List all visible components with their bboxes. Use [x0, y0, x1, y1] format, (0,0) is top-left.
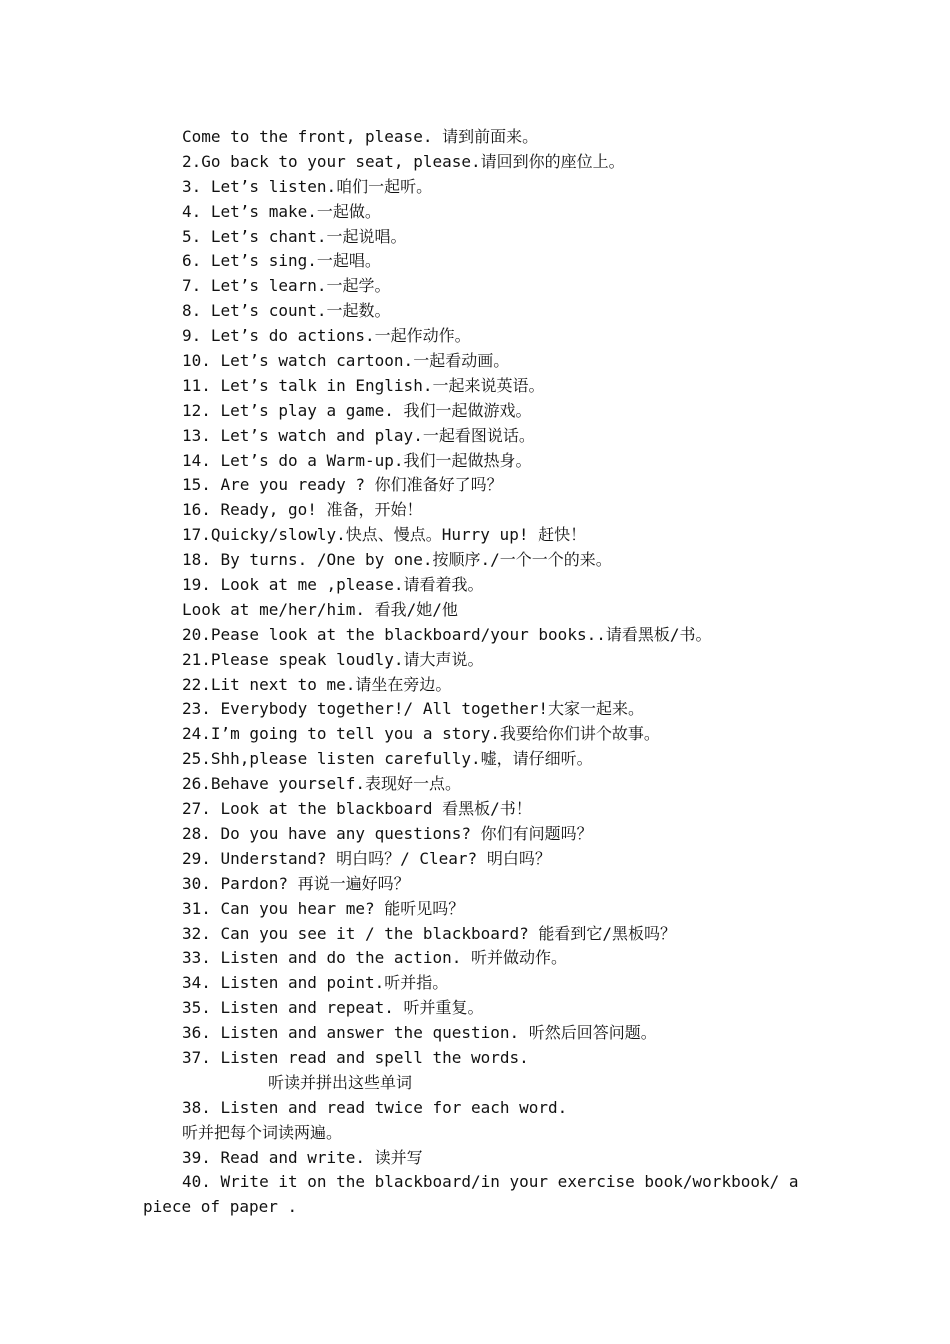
text-line: 5. Let’s chant.一起说唱。	[182, 226, 407, 246]
text-line: 9. Let’s do actions.一起作动作。	[182, 326, 471, 346]
text-line: 24.I’m going to tell you a story.我要给你们讲个故事。	[182, 724, 660, 744]
text-line: 10. Let’s watch cartoon.一起看动画。	[182, 351, 510, 371]
text-line: 20.Pease look at the blackboard/your books..请看黑板/书。	[182, 624, 712, 644]
text-line: 听并把每个词读两遍。	[182, 1122, 343, 1142]
text-line: 8. Let’s count.一起数。	[182, 301, 391, 321]
text-line: 12. Let’s play a game. 我们一起做游戏。	[182, 400, 532, 420]
text-line: Come to the front, please. 请到前面来。	[182, 127, 539, 146]
text-line: piece of paper .	[143, 1197, 298, 1217]
text-line: 29. Understand? 明白吗？/ Clear? 明白吗？	[182, 848, 551, 868]
text-line: Look at me/her/him. 看我/她/他	[182, 599, 458, 619]
text-line: 37. Listen read and spell the words.	[182, 1047, 529, 1067]
text-line: 28. Do you have any questions? 你们有问题吗？	[182, 823, 593, 843]
text-line: 27. Look at the blackboard 看黑板/书！	[182, 799, 532, 819]
text-line: 3. Let’s listen.咱们一起听。	[182, 176, 433, 196]
text-line: 13. Let’s watch and play.一起看图说话。	[182, 425, 535, 445]
text-line: 19. Look at me ,please.请看着我。	[182, 575, 484, 595]
text-line: 30. Pardon? 再说一遍好吗？	[182, 873, 410, 893]
text-line: 35. Listen and repeat. 听并重复。	[182, 998, 484, 1018]
text-line: 38. Listen and read twice for each word.	[182, 1097, 568, 1117]
text-line: 11. Let’s talk in English.一起来说英语。	[182, 375, 545, 395]
text-line: 40. Write it on the blackboard/in your exercise book/workbook/ a	[182, 1172, 799, 1192]
text-line: 36. Listen and answer the question. 听然后回答问题。	[182, 1023, 657, 1043]
text-line: 33. Listen and do the action. 听并做动作。	[182, 948, 567, 968]
text-line: 17.Quicky/slowly.快点、慢点。Hurry up! 赶快！	[182, 525, 587, 545]
text-line: 31. Can you hear me? 能听见吗？	[182, 898, 465, 918]
text-line: 听读并拼出这些单词	[268, 1072, 413, 1092]
text-line: 32. Can you see it / the blackboard? 能看到它/黑板吗？	[182, 923, 677, 943]
text-line: 34. Listen and point.听并指。	[182, 973, 449, 993]
text-line: 39. Read and write. 读并写	[182, 1147, 423, 1167]
text-line: 25.Shh,please listen carefully.嘘，请仔细听。	[182, 749, 593, 769]
text-line: 22.Lit next to me.请坐在旁边。	[182, 674, 452, 694]
text-line: 6. Let’s sing.一起唱。	[182, 251, 381, 271]
text-line: 2.Go back to your seat, please.请回到你的座位上。	[182, 151, 625, 171]
text-line: 15. Are you ready ? 你们准备好了吗？	[182, 475, 503, 495]
text-line: 26.Behave yourself.表现好一点。	[182, 774, 462, 794]
text-line: 18. By turns. /One by one.按顺序./一个一个的来。	[182, 550, 612, 570]
classroom-english-list	[0, 125, 950, 1220]
text-line: 21.Please speak loudly.请大声说。	[182, 649, 484, 669]
text-line: 7. Let’s learn.一起学。	[182, 276, 391, 296]
text-line: 23. Everybody together!/ All together!大家一起来。	[182, 699, 645, 719]
text-line: 4. Let’s make.一起做。	[182, 201, 381, 221]
text-line: 14. Let’s do a Warm-up.我们一起做热身。	[182, 450, 532, 470]
text-line: 16. Ready, go! 准备，开始！	[182, 500, 423, 520]
